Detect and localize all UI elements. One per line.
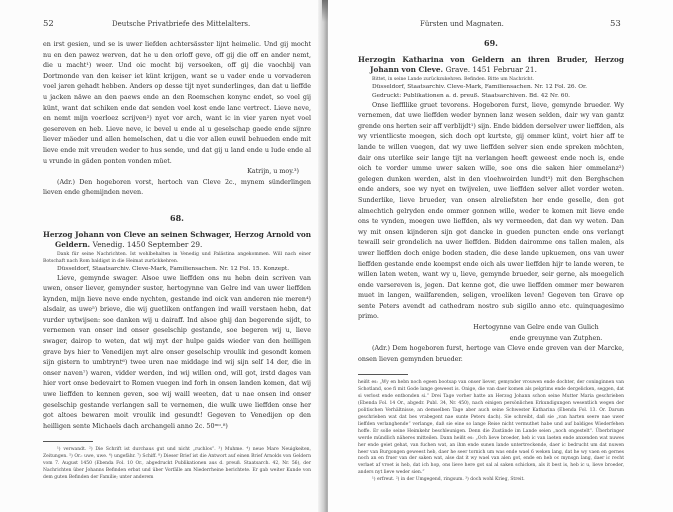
document-69-signature-line-1: Hertogynne van Gelre ende van Gulich xyxy=(473,324,599,332)
document-69-place-date: Grave. 1451 Februar 21. xyxy=(445,65,537,75)
letter-67-signature: Katrijn, u moy.³) xyxy=(247,168,299,176)
document-69-regest: Bittet, in seine Lande zurückzukehren. Befinden. Bitte um Nachricht. xyxy=(372,76,534,82)
document-69-body: Onse lieffllike gruet tevorens. Hogeboren furst, lieve, gemynde brueder. Wy vernemen, dat uwe lieffden weder bynnen lanz wesen selden, dair wy van gantz grende ons herten seir aff verblijdt¹) sijn. Ende bidden derselver uwer lieffden, als wy vrientlicste moegen, sich doch opt kurtste, gij ommer künt, voirt hier aff te lande te willen vuegen, dat wy uwe lieffden selver sien ende spreken möchten, dair ons uterlike seir lange tijt na verlangen heeft geweest ende noch is, ende oich te vorder umme uwer saken wille, soe ons die saken hier ommelanz²) gelegen dunken werden, alst in den vloehwoirden lundt³) mit den Berghschen ende anders, soe wy nyet en twijvelen, uwe lieffden selver allet vorder weten. Sunderlike, lieve brueder, van onsen alreliefsten her ende geselle, den got almechtich gelryden ende ommer gonnen wille, weder te komen mit lieve ende ons te vynden, moegen uwe lieffden, als wy vermeeden, dat dan wy weten. Dan wy mit onsen kijnderen sijn got dancke in gueden puncten ende ons verlangt tewaill seir grondelich na uwer lieffden. Bidden dairomme ons tallen malen, als uwer lieffden doch enige boden staden, die dese lande upkuemen, ons van uwer lieffden gestande ende koempst ende oich als uwer lieffden hijr te lande weren, te willen laten weten, want wy u, lieve, gemynde brueder, seir gerne, als moegelich ende varsereven is, jegen. Dat kenne got, die uwe lieffden ommer mer bewaren muet in langen, wailfarenden, seligen, vroeliken leven! Gegeven ten Grave op sente Peters avendt ad cathedram nostro sub sigillo anno etc. quinquagesimo primo. xyxy=(358,101,624,321)
document-68-place-date: Venedig. 1450 September 29. xyxy=(92,240,203,249)
right-footnote-text: ¹) erfreut. ²) in der Umgegend, ringsum. ³) doch wohl Krieg, Streit. xyxy=(372,477,525,483)
document-68-regest: Dank für seine Nachrichten. Ist wohlbehalten in Venedig und Palästina angekommen. Will nach einer Botschaft nach Rom baldigst in die Heimat zurückkehren. xyxy=(43,251,311,264)
document-69-heading: Herzogin Katharina von Geldern an ihren Bruder, Herzog Johann von Cleve. xyxy=(358,54,624,75)
document-69-source-printed: Gedruckt: Publikationen a. d. preuß. Staatsarchiven. Bd. 42 Nr. 60. xyxy=(372,92,571,99)
left-page xyxy=(0,0,322,512)
document-68-title xyxy=(43,230,311,251)
document-69-source-archive: Düsseldorf, Staatsarchiv. Cleve-Mark, Familiensachen. Nr. 12 Fol. 26. Or. xyxy=(372,83,588,90)
right-footnote-divider xyxy=(358,374,408,375)
left-running-head: Deutsche Privatbriefe des Mittelalters. xyxy=(112,20,251,28)
letter-67-continuation: en irst gesien, und se is uwer liefden achtersässter lijnt heimelic. Und gij mocht nu en den pawez werven, dat he u den orloff geve, off gij die off en ander nemt, die u macht¹) weer. Und oic mocht bij versoeken, off gij die vaochbij van Dortmonde van den keiser iet künt krijgen, want se u vader ende u vorvaderen voel jaren gehadt hebben. Anders op desse tijt nyet sunderlinges, dan dat u lieffde u jacken näwe an den paews ende an den Roemschen konync endet, so voel gij künt, want dat schiken ende dat senden voel kost ende lanc vertrect. Lieve neve, en nemt mijn voerloez scrijven²) nyet vor arch, want ic in vier yaren nyet voel gesereven en heb. Lieve neve, ic bevel u ende al u geselschap gaede ende sijnre liever mäeder und allen hemelschen, dat u die vor allen euwil behueden ende mit lieve ende mit vreuden weder to hus sende, und dat gij u land ende u lude ende al u vrunde in gäden ponten vonden müet. xyxy=(43,41,311,165)
left-page-body xyxy=(43,40,311,482)
right-page-number: 53 xyxy=(610,19,621,29)
document-68-heading: Herzog Johann von Cleve an seinen Schwager, Herzog Arnold von Geldern. xyxy=(43,229,311,249)
document-69-address: (Adr.) Dem hogeboren furst, hertoge van Cleve ende greven van der Marcke, onsen lieven gemynden brueder. xyxy=(358,345,624,363)
right-footnotes xyxy=(358,380,624,484)
footnote-divider xyxy=(43,441,93,442)
letter-67-address: (Adr.) Den hogeboren vorst, hertoch van Cleve 2c., mynem sünderlingen lieven ende ghemijnden neven. xyxy=(43,178,311,197)
right-running-head: Fürsten und Magnaten. xyxy=(420,20,504,28)
document-69-title xyxy=(358,55,624,76)
right-page-body xyxy=(358,36,624,484)
document-68-number: 68. xyxy=(170,212,184,223)
document-68-source: Düsseldorf, Staatsarchiv. Cleve-Mark, Familiensachen. Nr. 12 Fol. 15. Konzept. xyxy=(57,265,290,272)
right-page xyxy=(328,0,673,512)
right-footnote-continuation: heißt es: „Wy en hebn noch egeen bootsap van onser liever, gemynder vrouwen ende dochter, der coninginnen van Schotland, soe fi mit Gode lange geweest is. Onige, die van daer komen als pelgrims ende dergelicken, seggen, dat si verlost ende entbonden si.“ Drei Tage vorher hatte an Herzog Johann schon seine Mutter Maria geschrieben (Ebenda Fol. 14 Or., abgedr. Publ. 34, Nr. 450), nach einigen persönlichen Erkundigungen wesentlich wegen der politischen Verhältnisse, an demselben Tage aber auch seine Schwester Katharina (Ebenda Fol. 13. Or. Darum geschrieben wat dat bes vrabegent nae sunte Peters dach). Sie schreibt, daß sie „van harten seere nae uwer lieffden verlanghende“ verlange, daß sie eine so lange Reise nicht vermuthet habe und auf baldiges Wiederfehen hoffe. Er solle seine Heimkehr beschleunigen. Denn die Zustände im Lande seien „noch ongestelt“. Überbringer werde mündlich näheres mitteilen. Dann heißt es: „Och lieve broeder, heb ic van laeten ende anxenden wat nuwes her ende geiet gehat, van fuchen wat, an ihm ende sunen lande untertreckende, daer ic bedrucht um dat nuwen heer van Burgongen geweest heb, daer he seer tornich um was ende wael 6 weken lang, dat he wy vaen en gernes noch an en fruer van der saken wat, alse dat it wy wael van alen got, ende en heb oc mynsgn lang, daer ic recht verlaet af vroet is heb, dat ich hop, ons lieve here got sal al saken schicken, als it best is, heb ic u, lieve broeder, anders nyt lieve weder sien.“ xyxy=(358,380,624,476)
left-footnotes xyxy=(43,447,311,482)
document-68-body: Lieve, gemynde swager. Alsoe uwe lieffden ons nu hebn dein scriven van uwen, onser liever, gemynder suster, hertogynne van Gelre ind van uwer lieffden kynden, mijn lieve neve ende nychten, gestande ind oick van anderen nie meren⁴) alsdair, as uwe⁵) brieve, die wij guetliken ontfangen ind waill verstaen hebn, dat vurder uytwijsen: soe danken wij u dairaff. Ind alsoe ghij dan begerende sijdt, to vernemen van onser ind onser geselschip gestande, soe begeren wij u, lieve swager, dairop to weten, dat wij myt der hulpe gaids wieder van den heilligen grave bys hier to Venedijen myt alre onser geselschip vroulik ind gesondt komen sijn gistern to umbtrynt⁶) twee uren nae middage ind wij sijn self 14 der, die in onser naven⁷) waren, vidder werden, ind wij willen ond, will got, irstd dages van hier vort onse bedevairt to Romen vuegen ind forh in onsen landen komen, dat wij uwe lieffden to kennen geven, soe wij waill weeten, dat u nae onsen ind onser geselschip gestande verlangen sall te vernemen, die wulk uwe lieffden onse her got altoes bewaren moit vroulik ind gesundt! Gegeven to Venedijen op den heilligen sente Michaels dach archangeli anno 2c. 50ᵐᵒ.⁸) xyxy=(43,274,311,430)
left-footnote-text: ¹) verwandt. ²) Die Schrift ist durchaus gut und nicht „ruchlos“. ³) Muhme. ⁴) neue Mare Neuigkeiten, Zeitungen. ⁵) Or.: uwe, uwe. ⁶) ungefähr. ⁷) Schiff. ⁸) Dieser Brief ist die Antwort auf einen Brief Arnolds von Geldern vom 7. August 1450 (Ebenda Fol. 10 Or., abgedruckt Publikationen aus d. preuß. Staatsarch. 42, Nr. 56), der Nachrichten über Johanns Befinden erbat und über Vorfälle am Niederrheine berichtete. Er gab weiter Kunde von dem guten Befinden der Familie; unter anderem xyxy=(43,447,311,481)
document-69-number: 69. xyxy=(484,38,498,48)
document-69-signature-line-2: ende greuynne van Zutphen. xyxy=(509,334,603,342)
left-page-number: 52 xyxy=(43,19,54,29)
